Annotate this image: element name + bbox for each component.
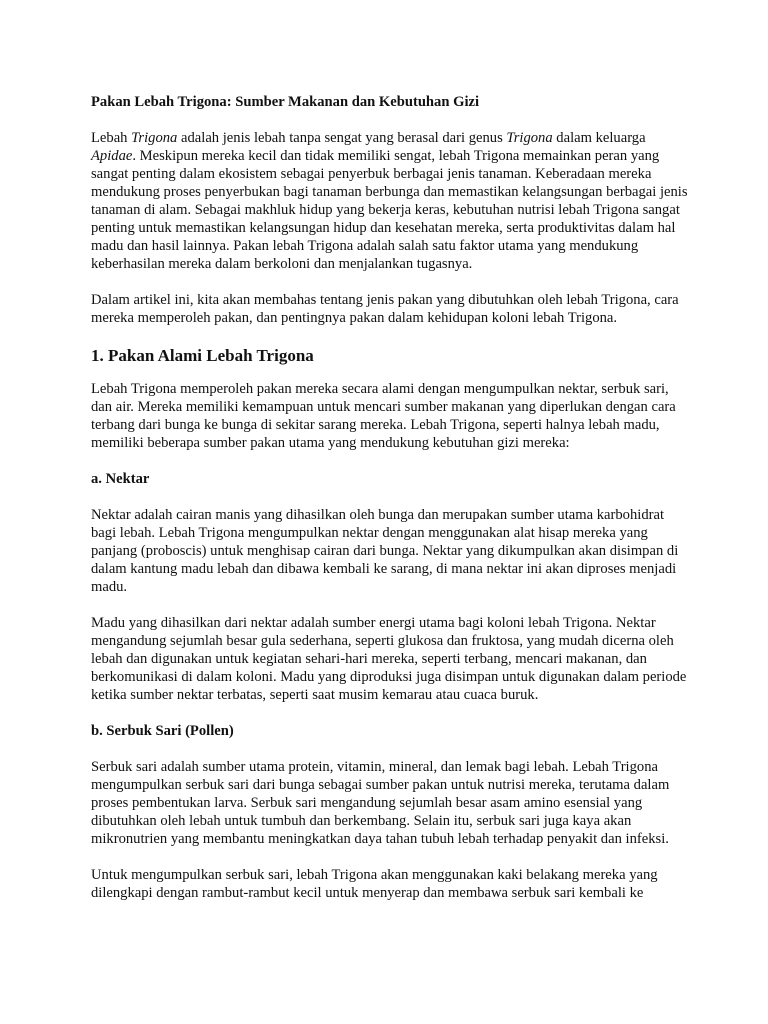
intro-italic-genus: Trigona	[131, 130, 178, 146]
serbuk-paragraph-1: Serbuk sari adalah sumber utama protein, vitamin, mineral, dan lemak bagi lebah. Lebah Trigona mengumpulkan serbuk sari dari bunga sebagai sumber pakan untuk nutrisi mereka, terutama dalam proses pembentukan larva. Serbuk sari mengandung sejumlah besar asam amino esensial yang dibutuhkan oleh lebah untuk tumbuh dan berkembang. Selain itu, serbuk sari juga kaya akan mikronutrien yang membantu meningkatkan daya tahan tubuh lebah terhadap penyakit dan infeksi.	[91, 759, 670, 847]
section-heading-pakan-alami: 1. Pakan Alami Lebah Trigona	[91, 346, 314, 365]
intro-text-4: . Meskipun mereka kecil dan tidak memiliki sengat, lebah Trigona memainkan peran yang sangat penting dalam ekosistem sebagai penyerbuk berbagai jenis tanaman. Keberadaan mereka mendukung proses penyerbukan bagi tanaman berbunga dan memastikan kelangsungan berbagai jenis tanaman di alam. Sebagai makhluk hidup yang bekerja keras, kebutuhan nutrisi lebah Trigona sangat penting untuk memastikan kelangsungan hidup dan kesehatan mereka, serta produktivitas dalam hal madu dan hasil lainnya. Pakan lebah Trigona adalah salah satu faktor utama yang mendukung keberhasilan mereka dalam berkoloni dan menjalankan tugasnya.	[91, 148, 688, 272]
intro-text-3: dalam keluarga	[552, 130, 646, 146]
serbuk-paragraph-2: Untuk mengumpulkan serbuk sari, lebah Trigona akan menggunakan kaki belakang mereka yang dilengkapi dengan rambut-rambut kecil untuk menyerap dan membawa serbuk sari kembali ke	[91, 867, 658, 901]
intro-italic-family: Apidae	[91, 148, 133, 164]
subheading-nektar: a. Nektar	[91, 471, 150, 487]
subheading-serbuk-sari: b. Serbuk Sari (Pollen)	[91, 723, 234, 739]
intro-text-1: Lebah	[91, 130, 132, 146]
intro-text-2: adalah jenis lebah tanpa sengat yang berasal dari genus	[177, 130, 507, 146]
intro-paragraph-2: Dalam artikel ini, kita akan membahas tentang jenis pakan yang dibutuhkan oleh lebah Trigona, cara mereka memperoleh pakan, dan pentingnya pakan dalam kehidupan koloni lebah Trigona.	[91, 292, 679, 326]
intro-paragraph	[91, 129, 688, 273]
nektar-paragraph-2: Madu yang dihasilkan dari nektar adalah sumber energi utama bagi koloni lebah Trigona. Nektar mengandung sejumlah besar gula sederhana, seperti glukosa dan fruktosa, yang mudah dicerna oleh lebah dan digunakan untuk kegiatan sehari-hari mereka, seperti terbang, mencari makanan, dan berkomunikasi di dalam koloni. Madu yang diproduksi juga disimpan untuk digunakan dalam periode ketika sumber nektar terbatas, seperti saat musim kemarau atau cuaca buruk.	[91, 615, 687, 703]
intro-italic-genus-2: Trigona	[506, 130, 553, 146]
section-paragraph-pakan-alami: Lebah Trigona memperoleh pakan mereka secara alami dengan mengumpulkan nektar, serbuk sari, dan air. Mereka memiliki kemampuan untuk mencari sumber makanan yang diperlukan dengan cara terbang dari bunga ke bunga di sekitar sarang mereka. Lebah Trigona, seperti halnya lebah madu, memiliki beberapa sumber pakan utama yang mendukung kebutuhan gizi mereka:	[91, 381, 676, 451]
nektar-paragraph-1: Nektar adalah cairan manis yang dihasilkan oleh bunga dan merupakan sumber utama karbohidrat bagi lebah. Lebah Trigona mengumpulkan nektar dengan menggunakan alat hisap mereka yang panjang (proboscis) untuk menghisap cairan dari bunga. Nektar yang dikumpulkan akan disimpan di dalam kantung madu lebah dan dibawa kembali ke sarang, di mana nektar ini akan diproses menjadi madu.	[91, 507, 679, 595]
document-title: Pakan Lebah Trigona: Sumber Makanan dan Kebutuhan Gizi	[91, 94, 480, 110]
